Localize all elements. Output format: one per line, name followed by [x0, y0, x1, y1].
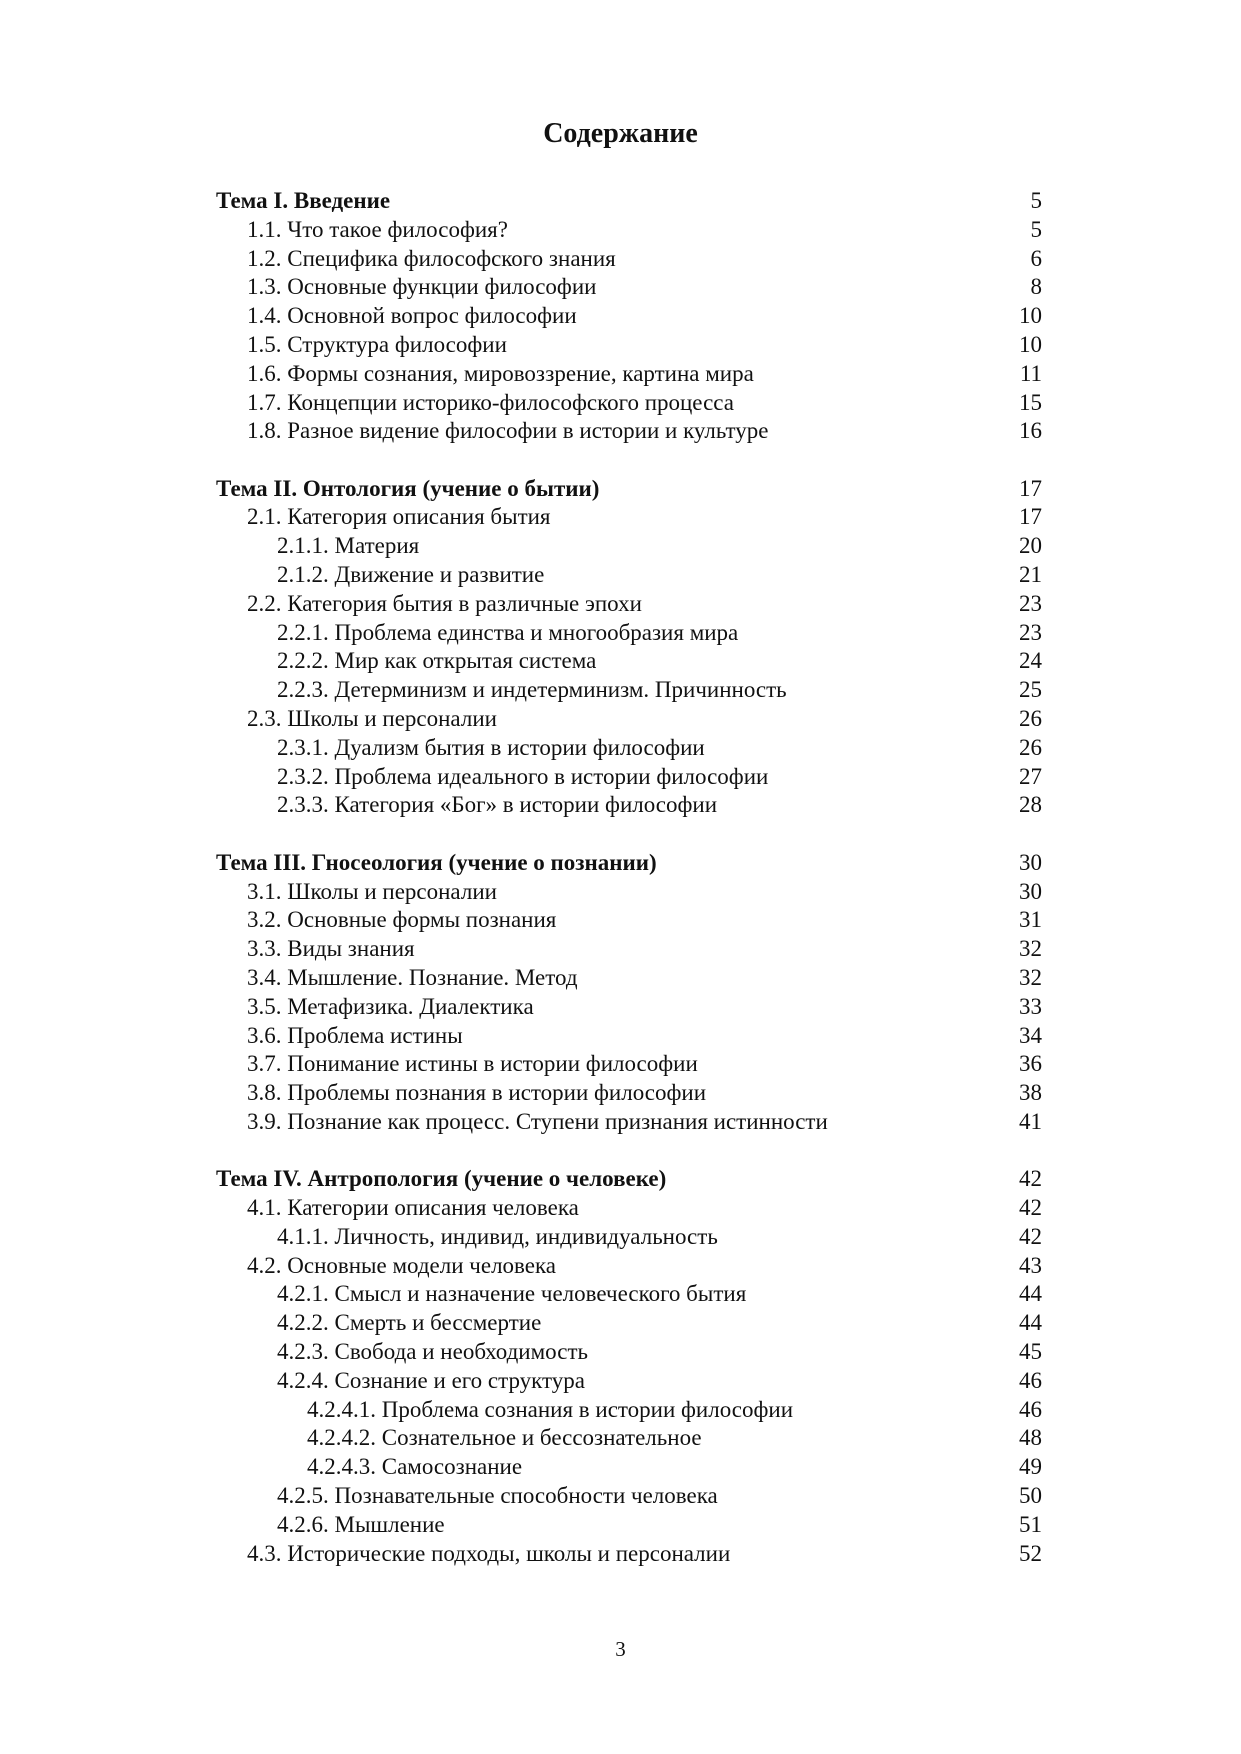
toc-entry[interactable] [216, 360, 1042, 389]
toc-entry-label: 3.8. Проблемы познания в истории философии [247, 1080, 707, 1106]
toc-entry[interactable] [216, 1079, 1042, 1108]
toc-entry[interactable] [216, 964, 1042, 993]
toc-entry[interactable] [216, 245, 1042, 274]
toc-entry[interactable] [216, 1280, 1042, 1309]
toc-entry[interactable] [216, 1022, 1042, 1051]
toc-entry[interactable] [216, 1338, 1042, 1367]
toc-entry[interactable] [216, 302, 1042, 331]
toc-entry[interactable] [216, 1223, 1042, 1252]
toc-entry-label: 3.7. Понимание истины в истории философии [247, 1051, 698, 1077]
toc-entry-label: 4.2.4. Сознание и его структура [277, 1367, 585, 1393]
toc-entry-label: 1.4. Основной вопрос философии [247, 303, 577, 329]
toc-entry[interactable] [216, 791, 1042, 820]
toc-entry-label: 2.1.1. Материя [277, 533, 420, 559]
toc-topic[interactable] [216, 187, 1042, 216]
toc-entry[interactable] [216, 676, 1042, 705]
toc-entry[interactable] [216, 993, 1042, 1022]
toc-entry[interactable] [216, 705, 1042, 734]
toc-entry-label: 1.5. Структура философии [247, 331, 507, 357]
toc-page-number: 32 [1019, 936, 1042, 962]
toc-entry-label: 2.2.1. Проблема единства и многообразия мира [277, 619, 739, 645]
toc-page-number: 36 [1019, 1051, 1042, 1077]
toc-entry-label: 1.2. Специфика философского знания [247, 245, 616, 271]
toc-page-number: 24 [1019, 648, 1042, 674]
toc-entry-label: 4.1.1. Личность, индивид, индивидуальность [277, 1223, 718, 1249]
toc-entry-label: 2.2. Категория бытия в различные эпохи [247, 590, 642, 616]
toc-entry[interactable] [216, 1309, 1042, 1338]
toc-page-number: 5 [1030, 188, 1042, 213]
toc-entry[interactable] [216, 1252, 1042, 1281]
toc-page-number: 41 [1019, 1108, 1042, 1134]
toc-page-number: 44 [1019, 1281, 1042, 1307]
table-of-contents [216, 187, 1042, 1597]
toc-page-number: 8 [1030, 274, 1042, 300]
toc-entry-label: 4.2.2. Смерть и бессмертие [277, 1310, 542, 1336]
toc-section [216, 849, 1042, 1137]
toc-entry-label: 4.2. Основные модели человека [247, 1252, 557, 1278]
toc-entry[interactable] [216, 935, 1042, 964]
toc-page-number: 20 [1019, 533, 1042, 559]
toc-page-number: 10 [1019, 331, 1042, 357]
toc-page-number: 46 [1019, 1396, 1042, 1422]
toc-entry[interactable] [216, 1108, 1042, 1137]
toc-entry-label: 1.1. Что такое философия? [247, 216, 508, 242]
toc-entry[interactable] [216, 417, 1042, 446]
toc-entry-label: 4.2.5. Познавательные способности человека [277, 1482, 718, 1508]
toc-entry-label: 3.2. Основные формы познания [247, 907, 557, 933]
toc-entry-label: 4.2.4.2. Сознательное и бессознательное [307, 1425, 702, 1451]
toc-topic-label: Тема III. Гносеология (учение о познании) [216, 849, 657, 875]
toc-page-number: 27 [1019, 763, 1042, 789]
toc-page-number: 48 [1019, 1425, 1042, 1451]
toc-page-number: 11 [1019, 360, 1042, 386]
toc-page-number: 5 [1030, 216, 1042, 242]
toc-entry[interactable] [216, 734, 1042, 763]
toc-entry[interactable] [216, 1540, 1042, 1569]
toc-entry-label: 1.8. Разное видение философии в истории и культуре [247, 418, 769, 444]
toc-entry-label: 2.3.1. Дуализм бытия в истории философии [277, 734, 705, 760]
toc-topic[interactable] [216, 1165, 1042, 1194]
toc-topic-label: Тема IV. Антропология (учение о человеке) [216, 1166, 667, 1192]
toc-entry[interactable] [216, 1482, 1042, 1511]
page-number: 3 [615, 1637, 626, 1661]
toc-entry-label: 3.5. Метафизика. Диалектика [247, 993, 534, 1019]
toc-page-number: 46 [1019, 1367, 1042, 1393]
toc-entry[interactable] [216, 1050, 1042, 1079]
toc-section [216, 1165, 1042, 1568]
toc-page-number: 32 [1019, 964, 1042, 990]
toc-page-number: 42 [1019, 1223, 1042, 1249]
toc-page-number: 30 [1019, 878, 1042, 904]
toc-entry-label: 2.3.2. Проблема идеального в истории философии [277, 763, 769, 789]
toc-section [216, 475, 1042, 821]
toc-entry-label: 2.3. Школы и персоналии [247, 706, 497, 732]
toc-entry-label: 3.1. Школы и персоналии [247, 878, 497, 904]
toc-entry[interactable] [216, 619, 1042, 648]
toc-entry-label: 2.2.3. Детерминизм и индетерминизм. Причинность [277, 677, 787, 703]
toc-entry-label: 4.2.3. Свобода и необходимость [277, 1338, 588, 1364]
toc-page-number: 33 [1019, 993, 1042, 1019]
toc-entry-label: 4.2.1. Смысл и назначение человеческого бытия [277, 1281, 747, 1307]
toc-entry-label: 2.1.2. Движение и развитие [277, 562, 545, 588]
toc-page-number: 42 [1019, 1195, 1042, 1220]
toc-page-number: 17 [1019, 475, 1042, 501]
toc-page-number: 50 [1019, 1482, 1042, 1508]
toc-page-number: 49 [1019, 1454, 1042, 1480]
toc-entry[interactable] [216, 1194, 1042, 1223]
page-title: Содержание [543, 118, 698, 149]
toc-entry-label: 4.3. Исторические подходы, школы и персоналии [247, 1540, 731, 1566]
toc-entry-label: 4.2.4.3. Самосознание [307, 1454, 523, 1480]
toc-entry-label: 3.4. Мышление. Познание. Метод [247, 964, 578, 990]
toc-entry[interactable] [216, 1511, 1042, 1540]
toc-page-number: 26 [1019, 734, 1042, 760]
toc-entry-label: 1.3. Основные функции философии [247, 274, 597, 300]
toc-page-number: 31 [1019, 907, 1042, 933]
toc-page-number: 38 [1019, 1080, 1042, 1106]
toc-entry[interactable] [216, 878, 1042, 907]
toc-page-number: 17 [1019, 504, 1042, 530]
toc-entry-label: 2.2.2. Мир как открытая система [277, 648, 597, 674]
toc-entry-label: 3.6. Проблема истины [247, 1022, 463, 1048]
toc-entry-label: 3.9. Познание как процесс. Ступени признания истинности [247, 1108, 828, 1134]
toc-page-number: 26 [1019, 706, 1042, 732]
toc-entry[interactable] [216, 906, 1042, 935]
toc-entry[interactable] [216, 763, 1042, 792]
toc-page-number: 44 [1019, 1310, 1042, 1336]
toc-page-number: 23 [1019, 619, 1042, 645]
toc-page-number: 6 [1030, 245, 1042, 271]
toc-page-number: 28 [1019, 792, 1042, 818]
toc-entry-label: 1.6. Формы сознания, мировоззрение, картина мира [247, 360, 754, 386]
toc-page-number: 21 [1019, 562, 1042, 588]
toc-page-number: 43 [1019, 1252, 1042, 1278]
toc-entry-label: 3.3. Виды знания [247, 936, 415, 962]
toc-page-number: 15 [1019, 389, 1042, 415]
toc-entry[interactable] [216, 216, 1042, 245]
toc-entry[interactable] [216, 1367, 1042, 1396]
toc-entry[interactable] [216, 503, 1042, 532]
toc-entry-label: 4.2.6. Мышление [277, 1511, 445, 1537]
toc-entry[interactable] [216, 1396, 1042, 1425]
toc-page-number: 52 [1019, 1540, 1042, 1566]
toc-topic-label: Тема I. Введение [216, 188, 391, 213]
toc-page-number: 25 [1019, 677, 1042, 703]
toc-page-number: 45 [1019, 1338, 1042, 1364]
toc-entry-label: 1.7. Концепции историко-философского процесса [247, 389, 734, 415]
toc-entry[interactable] [216, 389, 1042, 418]
toc-page-number: 30 [1019, 849, 1042, 875]
toc-topic[interactable] [216, 849, 1042, 878]
toc-page-number: 51 [1019, 1511, 1042, 1537]
toc-page-number: 23 [1019, 590, 1042, 616]
toc-entry[interactable] [216, 331, 1042, 360]
toc-entry[interactable] [216, 532, 1042, 561]
toc-entry-label: 4.2.4.1. Проблема сознания в истории философии [307, 1396, 794, 1422]
toc-entry[interactable] [216, 1424, 1042, 1453]
toc-page-number: 10 [1019, 303, 1042, 329]
toc-page-number: 42 [1019, 1166, 1042, 1192]
toc-entry[interactable] [216, 561, 1042, 590]
toc-entry-label: 2.3.3. Категория «Бог» в истории философии [277, 792, 718, 818]
toc-section [216, 187, 1042, 446]
toc-entry[interactable] [216, 647, 1042, 676]
toc-entry-label: 4.1. Категории описания человека [247, 1195, 579, 1220]
toc-page-number: 16 [1019, 418, 1042, 444]
toc-page-number: 34 [1019, 1022, 1042, 1048]
toc-entry-label: 2.1. Категория описания бытия [247, 504, 551, 530]
toc-entry[interactable] [216, 273, 1042, 302]
toc-entry[interactable] [216, 1453, 1042, 1482]
toc-topic[interactable] [216, 475, 1042, 504]
toc-entry[interactable] [216, 590, 1042, 619]
toc-topic-label: Тема II. Онтология (учение о бытии) [216, 475, 600, 501]
